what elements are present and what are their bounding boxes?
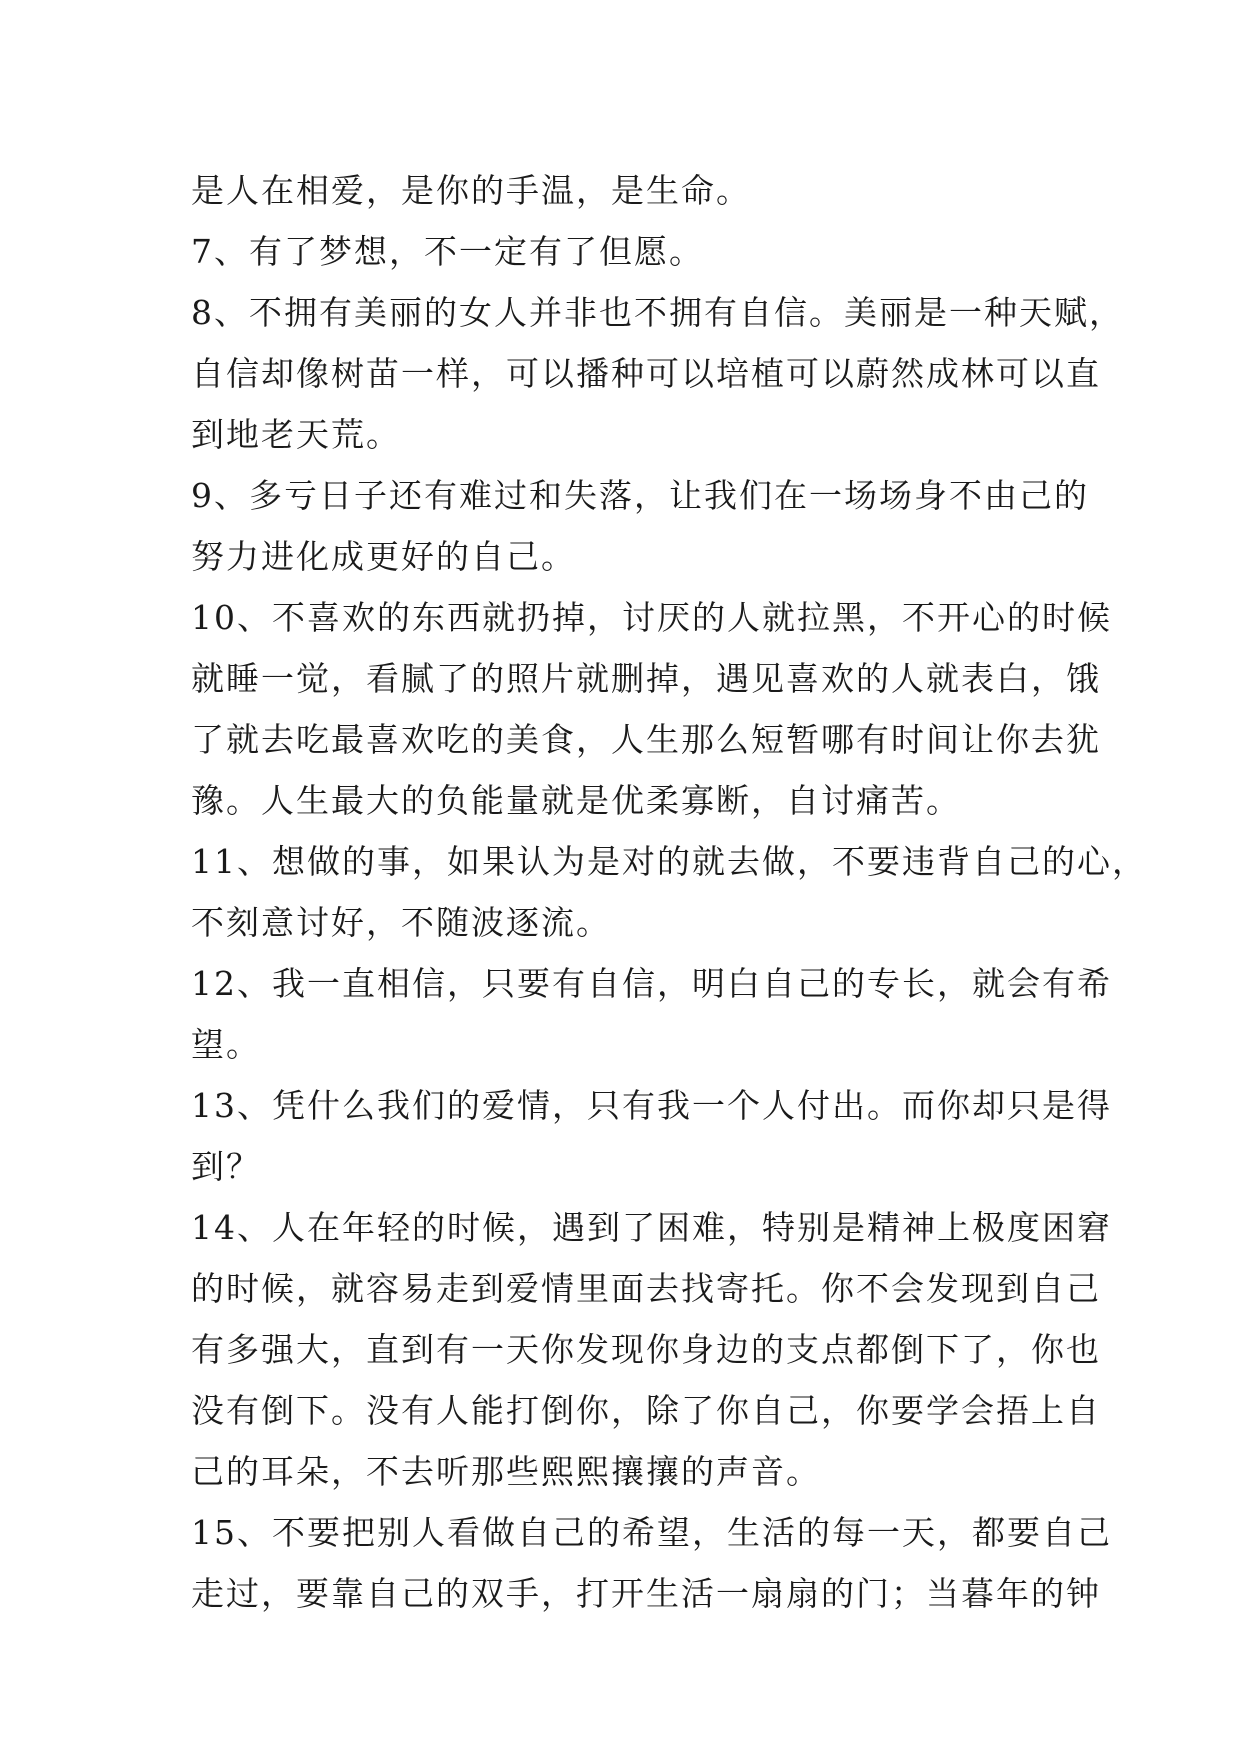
text-line: 9、多亏日子还有难过和失落，让我们在一场场身不由己的: [191, 476, 1089, 515]
text-line: 不刻意讨好，不随波逐流。: [191, 903, 611, 942]
text-line: 走过，要靠自己的双手，打开生活一扇扇的门；当暮年的钟: [191, 1574, 1101, 1613]
text-line: 望。: [191, 1025, 261, 1064]
text-line: 15、不要把别人看做自己的希望，生活的每一天，都要自己: [191, 1513, 1112, 1552]
text-line: 就睡一觉，看腻了的照片就删掉，遇见喜欢的人就表白，饿: [191, 659, 1101, 698]
text-line: 7、有了梦想，不一定有了但愿。: [191, 232, 704, 271]
text-line: 13、凭什么我们的爱情，只有我一个人付出。而你却只是得: [191, 1086, 1112, 1125]
text-line: 没有倒下。没有人能打倒你，除了你自己，你要学会捂上自: [191, 1391, 1101, 1430]
text-line: 到？: [191, 1147, 261, 1186]
text-line: 是人在相爱，是你的手温，是生命。: [191, 171, 751, 210]
text-line: 的时候，就容易走到爱情里面去找寄托。你不会发现到自己: [191, 1269, 1101, 1308]
text-line: 14、人在年轻的时候，遇到了困难，特别是精神上极度困窘: [191, 1208, 1112, 1247]
text-line: 豫。人生最大的负能量就是优柔寡断，自讨痛苦。: [191, 781, 961, 820]
text-line: 10、不喜欢的东西就扔掉，讨厌的人就拉黑，不开心的时候: [191, 598, 1112, 637]
text-line: 8、不拥有美丽的女人并非也不拥有自信。美丽是一种天赋，: [191, 293, 1124, 332]
document-body: [191, 160, 1147, 1624]
text-line: 到地老天荒。: [191, 415, 401, 454]
text-line: 11、想做的事，如果认为是对的就去做，不要违背自己的心，: [191, 842, 1147, 881]
text-line: 自信却像树苗一样，可以播种可以培植可以蔚然成林可以直: [191, 354, 1101, 393]
text-line: 12、我一直相信，只要有自信，明白自己的专长，就会有希: [191, 964, 1112, 1003]
text-line: 有多强大，直到有一天你发现你身边的支点都倒下了，你也: [191, 1330, 1101, 1369]
text-line: 己的耳朵，不去听那些熙熙攘攘的声音。: [191, 1452, 821, 1491]
text-line: 了就去吃最喜欢吃的美食，人生那么短暂哪有时间让你去犹: [191, 720, 1101, 759]
text-line: 努力进化成更好的自己。: [191, 537, 576, 576]
